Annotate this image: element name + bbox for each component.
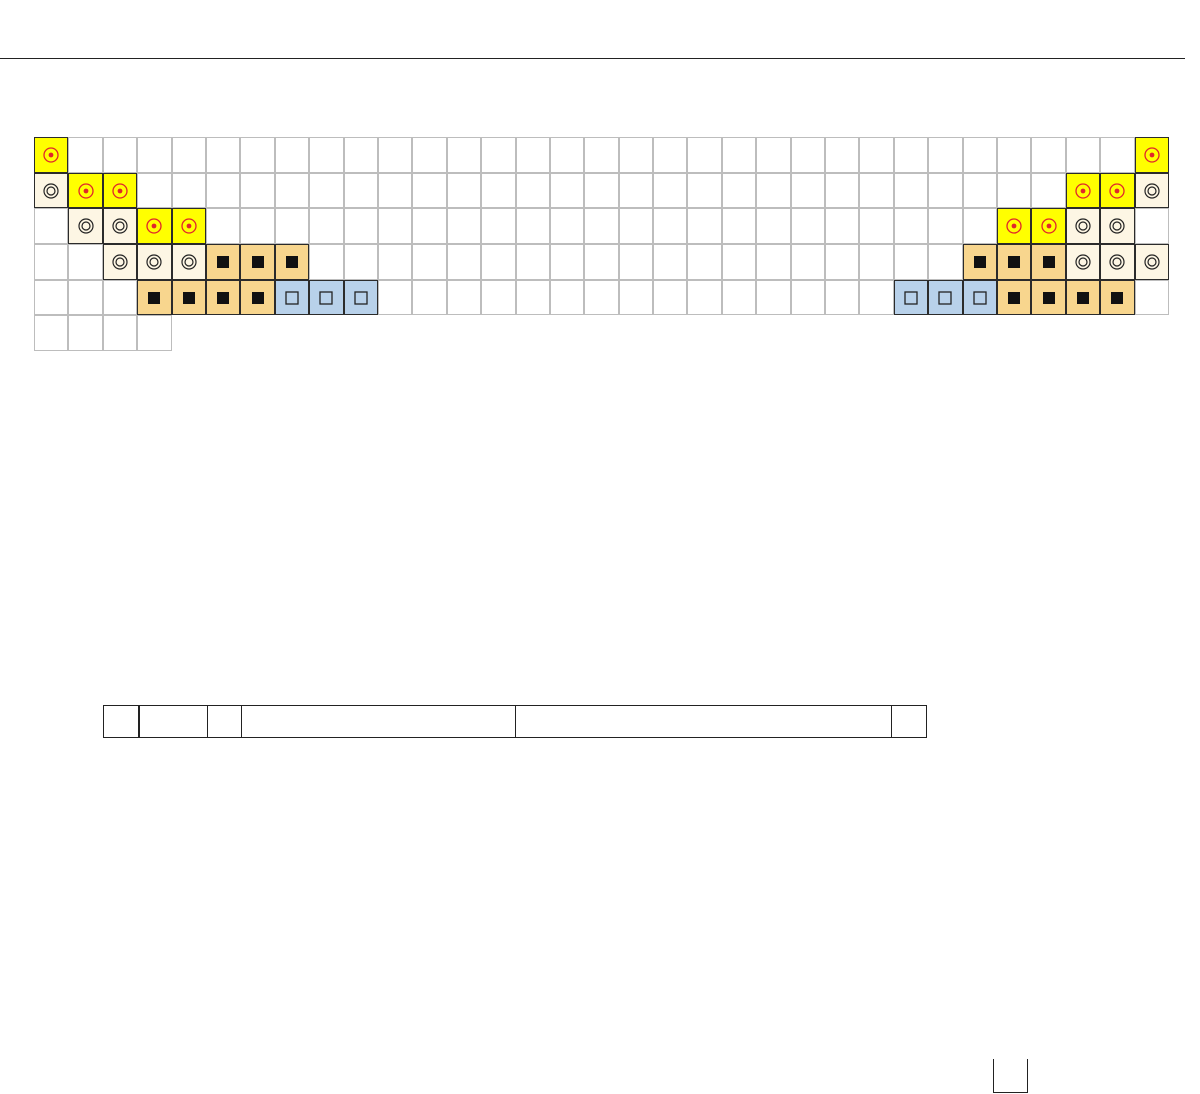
planted-cell	[1066, 280, 1100, 316]
filled-square-icon	[276, 245, 308, 279]
planted-cell	[997, 244, 1031, 280]
empty-cell	[68, 137, 102, 173]
planted-cell	[309, 280, 343, 316]
double-circle-icon	[104, 245, 136, 279]
empty-cell	[309, 137, 343, 173]
theme-underline	[0, 58, 1185, 59]
empty-cell	[206, 173, 240, 209]
empty-cell	[550, 137, 584, 173]
planted-cell	[1031, 208, 1065, 244]
planted-cell	[206, 280, 240, 316]
empty-cell	[1031, 137, 1065, 173]
empty-cell	[309, 173, 343, 209]
double-circle-icon	[1136, 174, 1168, 208]
empty-cell	[619, 280, 653, 316]
empty-cell	[309, 208, 343, 244]
empty-cell	[963, 173, 997, 209]
double-circle-icon	[1101, 209, 1133, 243]
empty-cell	[859, 208, 893, 244]
dotted-circle-icon	[1101, 174, 1133, 208]
empty-cell	[687, 208, 721, 244]
filled-square-icon	[207, 281, 239, 315]
planted-cell	[1100, 208, 1134, 244]
square-outline-icon	[345, 281, 377, 315]
planted-cell	[172, 244, 206, 280]
planted-cell	[344, 280, 378, 316]
empty-cell	[619, 137, 653, 173]
empty-cell	[859, 173, 893, 209]
empty-cell	[378, 244, 412, 280]
double-circle-icon	[1101, 245, 1133, 279]
empty-cell	[447, 173, 481, 209]
square-outline-icon	[276, 281, 308, 315]
empty-cell	[412, 137, 446, 173]
filled-square-icon	[173, 281, 205, 315]
empty-cell	[412, 208, 446, 244]
double-circle-icon	[1136, 245, 1168, 279]
planted-cell	[137, 208, 171, 244]
empty-cell	[928, 244, 962, 280]
empty-cell	[240, 137, 274, 173]
header-name	[242, 706, 516, 738]
empty-cell	[447, 280, 481, 316]
square-outline-icon	[929, 281, 961, 315]
empty-cell	[137, 315, 171, 351]
planted-cell	[240, 280, 274, 316]
empty-cell	[584, 208, 618, 244]
empty-cell	[275, 137, 309, 173]
empty-cell	[825, 244, 859, 280]
planted-cell	[240, 244, 274, 280]
double-circle-icon	[138, 245, 170, 279]
empty-cell	[791, 244, 825, 280]
empty-cell	[550, 173, 584, 209]
empty-cell	[928, 208, 962, 244]
planted-cell	[68, 173, 102, 209]
planted-cell	[963, 280, 997, 316]
planted-cell	[1100, 173, 1134, 209]
planted-cell	[997, 208, 1031, 244]
empty-cell	[619, 208, 653, 244]
filled-square-icon	[241, 245, 273, 279]
empty-cell	[516, 137, 550, 173]
empty-cell	[309, 244, 343, 280]
filled-square-icon	[998, 245, 1030, 279]
empty-cell	[516, 244, 550, 280]
square-outline-icon	[964, 281, 996, 315]
double-circle-icon	[35, 174, 67, 208]
double-circle-icon	[1067, 245, 1099, 279]
empty-cell	[653, 244, 687, 280]
planted-cell	[1066, 173, 1100, 209]
empty-cell	[344, 244, 378, 280]
empty-cell	[894, 137, 928, 173]
planted-cell	[1066, 244, 1100, 280]
planted-cell	[103, 244, 137, 280]
empty-cell	[344, 208, 378, 244]
dotted-circle-icon	[1136, 138, 1168, 172]
planting-grid	[34, 137, 1169, 601]
empty-cell	[894, 208, 928, 244]
empty-cell	[275, 208, 309, 244]
empty-cell	[516, 173, 550, 209]
empty-cell	[928, 137, 962, 173]
empty-cell	[550, 280, 584, 316]
empty-cell	[928, 173, 962, 209]
empty-cell	[1031, 173, 1065, 209]
empty-cell	[653, 137, 687, 173]
empty-cell	[859, 244, 893, 280]
planted-cell	[1031, 244, 1065, 280]
empty-cell	[378, 208, 412, 244]
empty-cell	[825, 208, 859, 244]
empty-cell	[378, 280, 412, 316]
empty-cell	[172, 173, 206, 209]
filled-square-icon	[1101, 281, 1133, 315]
dotted-circle-icon	[1032, 209, 1064, 243]
empty-cell	[584, 137, 618, 173]
planted-cell	[275, 244, 309, 280]
planted-cell	[103, 208, 137, 244]
empty-cell	[103, 315, 137, 351]
planted-cell	[275, 280, 309, 316]
filled-square-icon	[964, 245, 996, 279]
dotted-circle-icon	[138, 209, 170, 243]
empty-cell	[791, 208, 825, 244]
empty-cell	[412, 244, 446, 280]
empty-cell	[240, 173, 274, 209]
empty-cell	[481, 280, 515, 316]
empty-cell	[894, 173, 928, 209]
filled-square-icon	[207, 245, 239, 279]
planted-cell	[963, 244, 997, 280]
empty-cell	[756, 173, 790, 209]
empty-cell	[791, 280, 825, 316]
empty-cell	[584, 244, 618, 280]
double-circle-icon	[104, 209, 136, 243]
empty-cell	[206, 137, 240, 173]
empty-cell	[1066, 137, 1100, 173]
empty-cell	[825, 173, 859, 209]
total-value	[993, 1059, 1028, 1093]
empty-cell	[275, 173, 309, 209]
empty-cell	[68, 280, 102, 316]
empty-cell	[1135, 208, 1169, 244]
empty-cell	[584, 173, 618, 209]
empty-cell	[68, 315, 102, 351]
empty-cell	[378, 173, 412, 209]
planted-cell	[206, 244, 240, 280]
empty-cell	[550, 208, 584, 244]
empty-cell	[447, 208, 481, 244]
empty-cell	[137, 173, 171, 209]
empty-cell	[1100, 137, 1134, 173]
dotted-circle-icon	[173, 209, 205, 243]
empty-cell	[756, 244, 790, 280]
empty-cell	[859, 137, 893, 173]
empty-cell	[791, 173, 825, 209]
empty-cell	[756, 280, 790, 316]
empty-cell	[516, 280, 550, 316]
empty-cell	[344, 137, 378, 173]
empty-cell	[722, 280, 756, 316]
empty-cell	[619, 244, 653, 280]
empty-cell	[34, 280, 68, 316]
header-color	[140, 706, 208, 738]
planted-cell	[137, 244, 171, 280]
empty-cell	[137, 137, 171, 173]
planted-cell	[894, 280, 928, 316]
planted-cell	[1066, 208, 1100, 244]
legend-header-row	[104, 706, 927, 738]
filled-square-icon	[1067, 281, 1099, 315]
empty-cell	[412, 280, 446, 316]
empty-cell	[859, 280, 893, 316]
square-outline-icon	[895, 281, 927, 315]
empty-cell	[172, 137, 206, 173]
empty-cell	[653, 280, 687, 316]
planted-cell	[137, 280, 171, 316]
empty-cell	[206, 208, 240, 244]
filled-square-icon	[241, 281, 273, 315]
dotted-circle-icon	[998, 209, 1030, 243]
empty-cell	[344, 173, 378, 209]
double-circle-icon	[69, 209, 101, 243]
filled-square-icon	[1032, 281, 1064, 315]
empty-cell	[68, 244, 102, 280]
empty-cell	[481, 244, 515, 280]
planted-cell	[103, 173, 137, 209]
empty-cell	[997, 137, 1031, 173]
empty-cell	[619, 173, 653, 209]
filled-square-icon	[998, 281, 1030, 315]
planted-cell	[34, 137, 68, 173]
empty-cell	[34, 244, 68, 280]
filled-square-icon	[138, 281, 170, 315]
empty-cell	[963, 137, 997, 173]
filled-square-icon	[1032, 245, 1064, 279]
header-height	[208, 706, 242, 738]
empty-cell	[516, 208, 550, 244]
empty-cell	[687, 173, 721, 209]
empty-cell	[481, 173, 515, 209]
empty-cell	[34, 315, 68, 351]
empty-cell	[653, 208, 687, 244]
empty-cell	[825, 280, 859, 316]
empty-cell	[963, 208, 997, 244]
empty-cell	[584, 280, 618, 316]
empty-cell	[894, 244, 928, 280]
empty-cell	[103, 280, 137, 316]
empty-cell	[653, 173, 687, 209]
empty-cell	[722, 173, 756, 209]
empty-cell	[722, 208, 756, 244]
empty-cell	[756, 137, 790, 173]
empty-cell	[378, 137, 412, 173]
planted-cell	[1031, 280, 1065, 316]
planted-cell	[68, 208, 102, 244]
empty-cell	[687, 244, 721, 280]
empty-cell	[756, 208, 790, 244]
empty-cell	[103, 137, 137, 173]
planted-cell	[928, 280, 962, 316]
legend-table	[103, 705, 927, 738]
planted-cell	[172, 208, 206, 244]
double-circle-icon	[1067, 209, 1099, 243]
empty-cell	[481, 208, 515, 244]
planted-cell	[1135, 173, 1169, 209]
empty-cell	[791, 137, 825, 173]
empty-cell	[687, 137, 721, 173]
empty-cell	[687, 280, 721, 316]
planted-cell	[1100, 244, 1134, 280]
header-count	[892, 706, 927, 738]
empty-cell	[722, 244, 756, 280]
empty-cell	[34, 208, 68, 244]
planted-cell	[34, 173, 68, 209]
dotted-circle-icon	[104, 174, 136, 208]
empty-cell	[825, 137, 859, 173]
empty-cell	[481, 137, 515, 173]
planted-cell	[1135, 137, 1169, 173]
empty-cell	[1135, 280, 1169, 316]
double-circle-icon	[173, 245, 205, 279]
empty-cell	[722, 137, 756, 173]
dotted-circle-icon	[1067, 174, 1099, 208]
header-variety	[516, 706, 892, 738]
empty-cell	[997, 173, 1031, 209]
empty-cell	[550, 244, 584, 280]
empty-cell	[240, 208, 274, 244]
planted-cell	[1135, 244, 1169, 280]
planted-cell	[172, 280, 206, 316]
empty-cell	[447, 244, 481, 280]
square-outline-icon	[310, 281, 342, 315]
empty-cell	[447, 137, 481, 173]
planted-cell	[997, 280, 1031, 316]
empty-cell	[412, 173, 446, 209]
planted-cell	[1100, 280, 1134, 316]
dotted-circle-icon	[69, 174, 101, 208]
dotted-circle-icon	[35, 138, 67, 172]
